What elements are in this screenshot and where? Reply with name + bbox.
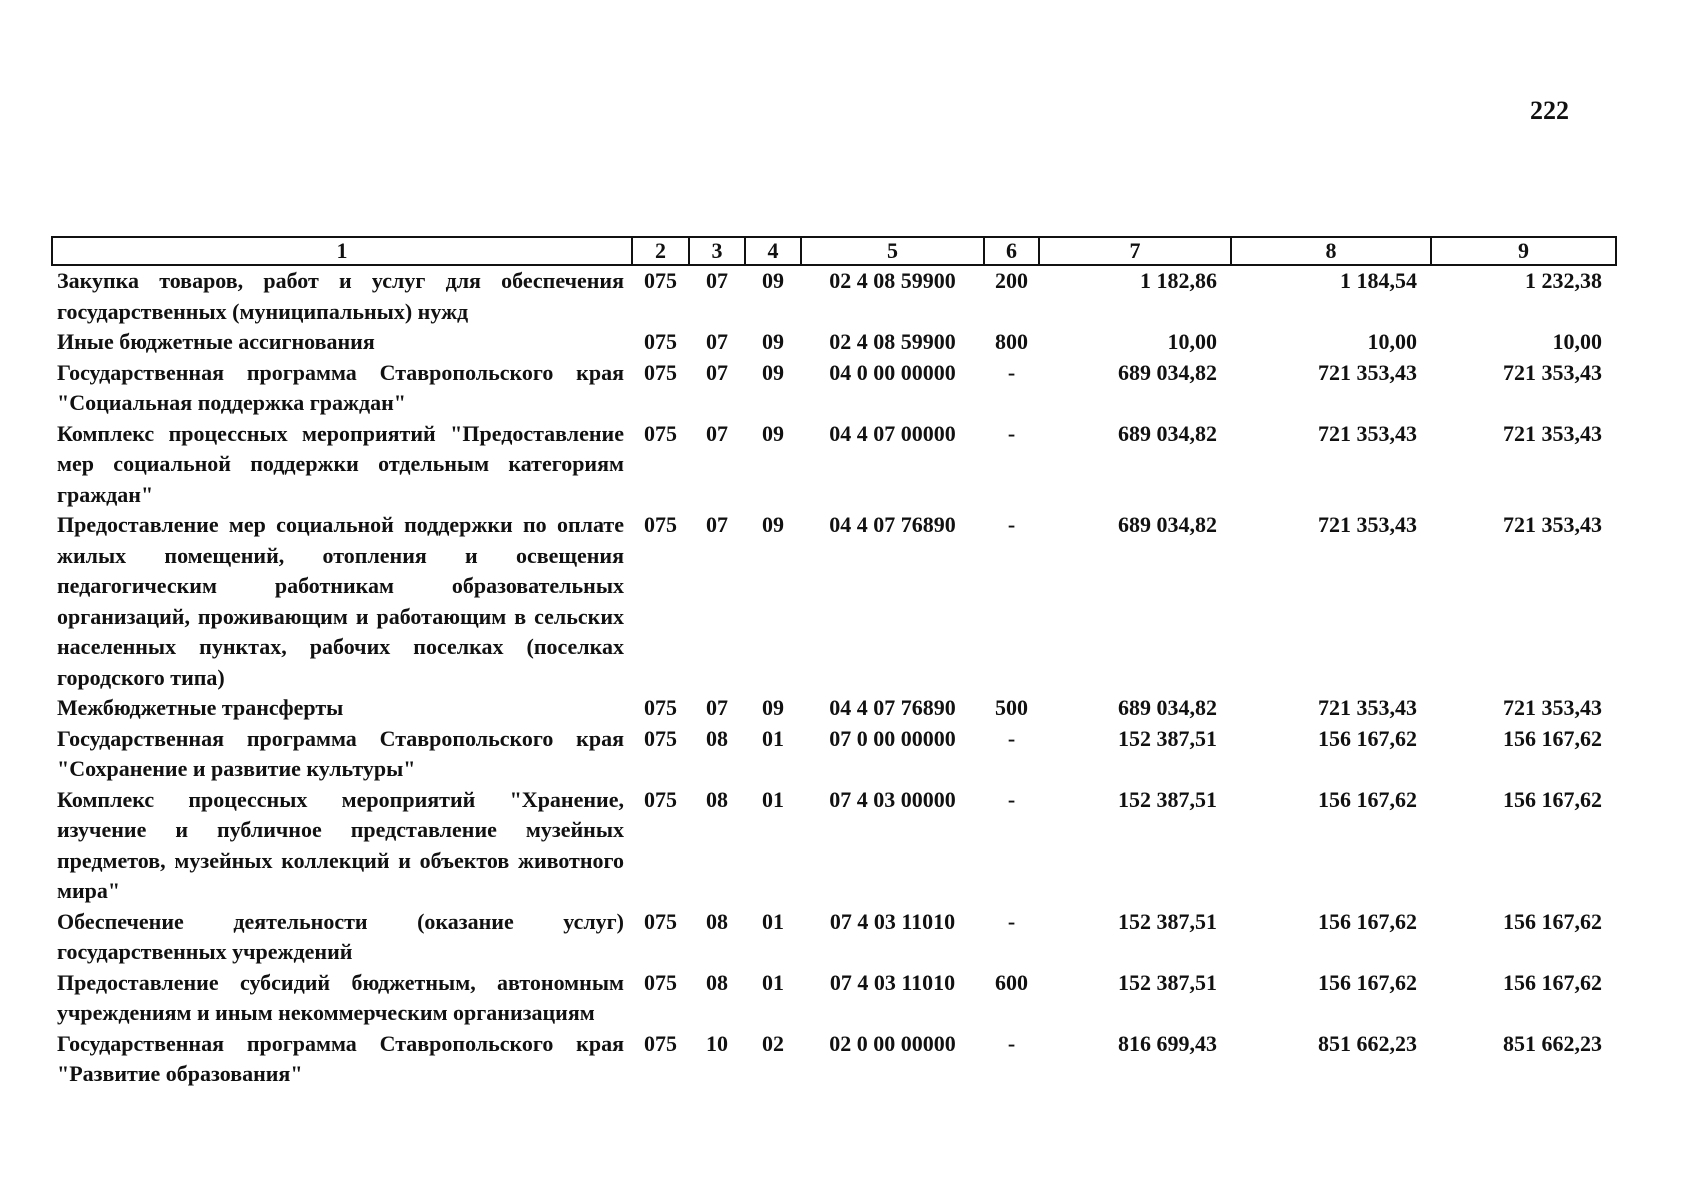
row-col-8: 156 167,62 (1318, 725, 1417, 751)
row-col-2: 075 (644, 329, 677, 354)
row-col-2: 075 (644, 969, 677, 995)
row-col-3: 10 (706, 1030, 728, 1056)
row-col-7: 10,00 (1167, 329, 1217, 354)
row-col-7: 152 387,51 (1118, 725, 1217, 751)
row-col-6: - (1007, 908, 1016, 934)
row-col-9: 851 662,23 (1503, 1030, 1602, 1056)
row-col-5: 07 4 03 00000 (829, 786, 956, 812)
row-col-4: 09 (762, 695, 784, 720)
row-col-7: 689 034,82 (1118, 695, 1217, 720)
row-col-3: 08 (706, 725, 728, 751)
row-col-2: 075 (644, 908, 677, 934)
row-col-8: 721 353,43 (1318, 359, 1417, 385)
row-col-7: 152 387,51 (1118, 786, 1217, 812)
row-col-3: 08 (706, 908, 728, 934)
row-col-6: 600 (995, 969, 1028, 995)
row-col-7: 689 034,82 (1118, 420, 1217, 446)
column-header-2: 2 (632, 237, 689, 265)
row-col-4: 09 (762, 329, 784, 354)
row-col-8: 156 167,62 (1318, 908, 1417, 934)
row-col-6: - (1007, 1030, 1016, 1056)
row-col-6: 200 (995, 268, 1028, 293)
row-col-3: 07 (706, 329, 728, 354)
row-col-9: 156 167,62 (1503, 725, 1602, 751)
row-col-5: 04 4 07 76890 (829, 695, 956, 720)
row-col-5: 07 4 03 11010 (829, 969, 956, 995)
row-col-9: 156 167,62 (1503, 969, 1602, 995)
row-col-8: 156 167,62 (1318, 969, 1417, 995)
row-col-3: 07 (706, 420, 728, 446)
row-col-9: 721 353,43 (1503, 420, 1602, 446)
table-row (52, 358, 1616, 419)
row-col-2: 075 (644, 268, 677, 293)
row-col-2: 075 (644, 786, 677, 812)
row-col-6: - (1007, 725, 1016, 751)
row-description: Государственная программа Ставропольского края "Развитие образования" (57, 1030, 624, 1086)
row-col-9: 721 353,43 (1503, 512, 1602, 537)
row-col-8: 851 662,23 (1318, 1030, 1417, 1056)
row-col-3: 08 (706, 969, 728, 995)
row-col-8: 1 184,54 (1340, 268, 1417, 293)
row-description: Комплекс процессных мероприятий "Хранение, изучение и публичное представление музейных предметов, музейных коллекций и объектов животного мира" (57, 786, 624, 903)
table-row (52, 724, 1616, 785)
table-row (52, 693, 1616, 724)
row-col-5: 04 4 07 76890 (829, 512, 956, 537)
column-header-9: 9 (1431, 237, 1616, 265)
row-description: Закупка товаров, работ и услуг для обеспечения государственных (муниципальных) нужд (57, 268, 624, 324)
column-header-6: 6 (984, 237, 1039, 265)
row-col-3: 07 (706, 359, 728, 385)
column-header-8: 8 (1231, 237, 1431, 265)
row-description: Иные бюджетные ассигнования (57, 329, 375, 354)
row-col-2: 075 (644, 512, 677, 537)
row-col-7: 689 034,82 (1118, 512, 1217, 537)
row-col-3: 07 (706, 512, 728, 537)
column-header-1: 1 (52, 237, 632, 265)
row-col-4: 09 (762, 512, 784, 537)
row-col-7: 152 387,51 (1118, 908, 1217, 934)
row-col-7: 1 182,86 (1140, 268, 1217, 293)
row-col-3: 07 (706, 695, 728, 720)
row-description: Государственная программа Ставропольского края "Сохранение и развитие культуры" (57, 725, 624, 781)
table-row (52, 419, 1616, 511)
row-col-3: 07 (706, 268, 728, 293)
row-col-8: 721 353,43 (1318, 512, 1417, 537)
row-description: Обеспечение деятельности (оказание услуг) государственных учреждений (57, 908, 624, 964)
row-col-6: - (1007, 420, 1016, 446)
table-body (52, 265, 1616, 1090)
row-col-9: 721 353,43 (1503, 359, 1602, 385)
table-row (52, 510, 1616, 693)
row-col-6: - (1007, 786, 1016, 812)
table-row (52, 1029, 1616, 1090)
row-col-6: - (1007, 512, 1016, 537)
row-col-8: 10,00 (1367, 329, 1417, 354)
table-header-row (52, 237, 1616, 265)
row-col-3: 08 (706, 786, 728, 812)
row-col-6: 800 (995, 329, 1028, 354)
row-col-5: 04 0 00 00000 (829, 359, 956, 385)
row-col-6: - (1007, 359, 1016, 385)
row-description: Предоставление субсидий бюджетным, автономным учреждениям и иным некоммерческим организациям (57, 969, 624, 1025)
row-col-4: 01 (762, 908, 784, 934)
row-col-4: 09 (762, 268, 784, 293)
row-description: Межбюджетные трансферты (57, 695, 344, 720)
row-col-9: 10,00 (1552, 329, 1602, 354)
row-col-4: 09 (762, 420, 784, 446)
row-col-7: 816 699,43 (1118, 1030, 1217, 1056)
row-col-9: 156 167,62 (1503, 786, 1602, 812)
row-col-8: 156 167,62 (1318, 786, 1417, 812)
row-col-5: 07 0 00 00000 (829, 725, 956, 751)
row-description: Государственная программа Ставропольского края "Социальная поддержка граждан" (57, 359, 624, 415)
row-col-5: 02 4 08 59900 (829, 268, 956, 293)
row-col-8: 721 353,43 (1318, 420, 1417, 446)
table-row (52, 265, 1616, 327)
column-header-4: 4 (745, 237, 801, 265)
row-col-7: 152 387,51 (1118, 969, 1217, 995)
row-col-9: 1 232,38 (1525, 268, 1602, 293)
row-description: Комплекс процессных мероприятий "Предоставление мер социальной поддержки отдельным категориям граждан" (57, 420, 624, 507)
row-col-2: 075 (644, 359, 677, 385)
row-col-6: 500 (995, 695, 1028, 720)
row-col-4: 09 (762, 359, 784, 385)
row-col-2: 075 (644, 1030, 677, 1056)
table-row (52, 968, 1616, 1029)
budget-table (51, 236, 1617, 1090)
column-header-7: 7 (1039, 237, 1231, 265)
table-row (52, 785, 1616, 907)
row-col-2: 075 (644, 695, 677, 720)
row-col-4: 02 (762, 1030, 784, 1056)
row-col-9: 156 167,62 (1503, 908, 1602, 934)
row-col-2: 075 (644, 725, 677, 751)
row-col-4: 01 (762, 725, 784, 751)
column-header-5: 5 (801, 237, 984, 265)
row-col-4: 01 (762, 969, 784, 995)
row-col-4: 01 (762, 786, 784, 812)
table-row (52, 907, 1616, 968)
row-col-2: 075 (644, 420, 677, 446)
row-col-5: 02 0 00 00000 (829, 1030, 956, 1056)
row-description: Предоставление мер социальной поддержки по оплате жилых помещений, отопления и освещения педагогическим работникам образовательных организаций, проживающим и работающим в сельских населенных пунктах, рабочих поселках (поселках городского типа) (57, 512, 624, 690)
row-col-9: 721 353,43 (1503, 695, 1602, 720)
page-number: 222 (1530, 96, 1569, 125)
row-col-5: 04 4 07 00000 (829, 420, 956, 446)
row-col-5: 07 4 03 11010 (829, 908, 956, 934)
column-header-3: 3 (689, 237, 745, 265)
table-row (52, 327, 1616, 358)
row-col-5: 02 4 08 59900 (829, 329, 956, 354)
row-col-8: 721 353,43 (1318, 695, 1417, 720)
row-col-7: 689 034,82 (1118, 359, 1217, 385)
